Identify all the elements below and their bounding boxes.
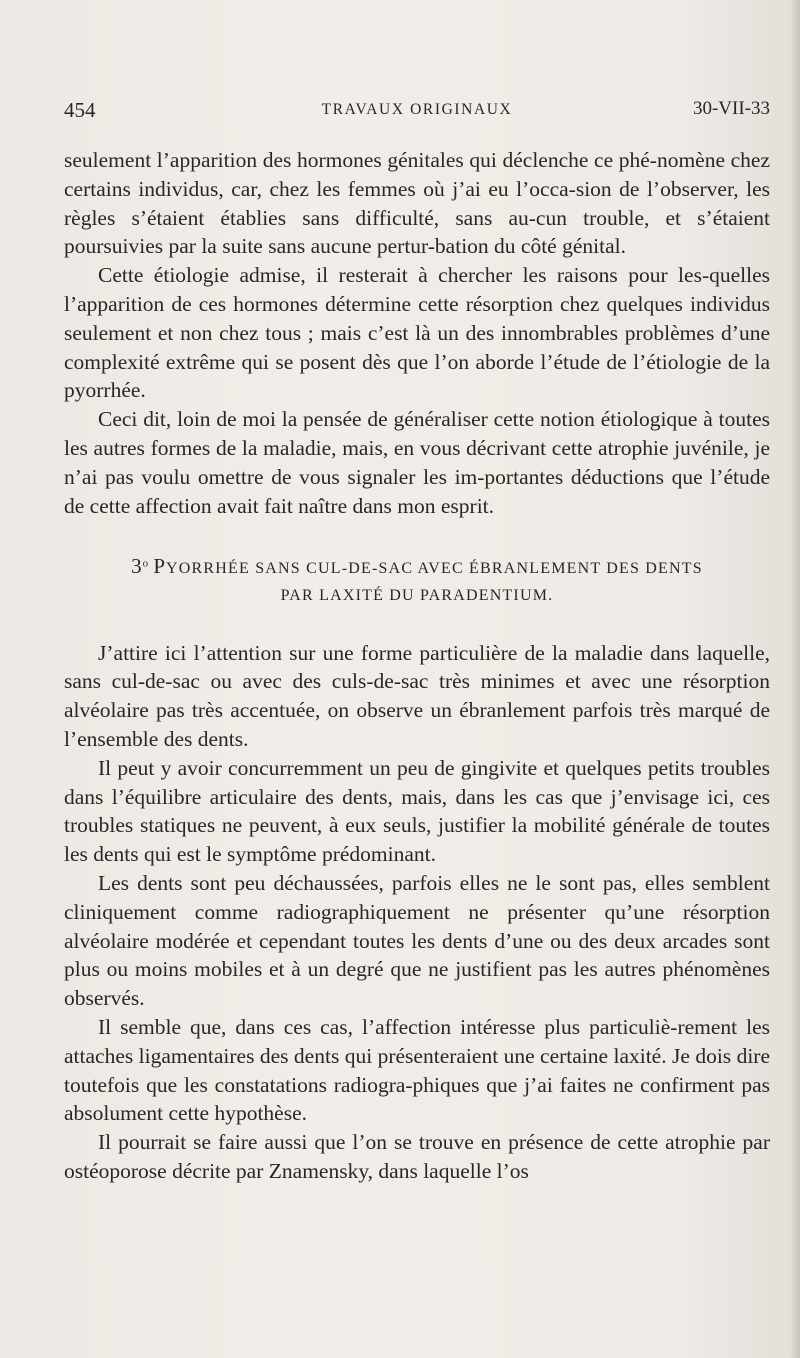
paragraph: J’attire ici l’attention sur une forme particulière de la maladie dans laquelle, sans cul-de-sac ou avec des culs-de-sac très minimes et avec une résorption alvéolaire pas très accentuée, on observe un ébranlement parfois très marqué de l’ensemble des dents. [64,640,770,752]
paragraph: Ceci dit, loin de moi la pensée de généraliser cette notion étiologique à toutes les autres formes de la maladie, mais, en vous décrivant cette atrophie juvénile, je n’ai pas voulu omettre de vous signaler les im-portantes déductions que l’étude de cette affection avait fait naître dans mon esprit. [64,407,770,518]
section-heading [64,550,770,608]
running-head [64,98,770,128]
section-ordinal-mark: o [142,557,149,570]
section-number: 3 [131,553,143,578]
section-title-line-1: YORRHÉE SANS CUL-DE-SAC AVEC ÉBRANLEMENT DES DENTS [166,559,703,577]
paragraph: Il pourrait se faire aussi que l’on se trouve en présence de cette atrophie par ostéoporose décrite par Znamensky, dans laquelle l’os [64,1130,770,1184]
header-date: 30-VII-33 [692,98,770,119]
paragraph: Il semble que, dans ces cas, l’affection intéresse plus particuliè-rement les attaches ligamentaires des dents qui présenteraient une certaine laxité. Je dois dire toutefois que les constatations radiogra-phiques que j’ai faites ne confirment pas absolument cette hypothèse. [64,1015,770,1126]
body-text [64,146,770,1186]
section-heading-line-1 [131,553,703,578]
paragraph: seulement l’apparition des hormones génitales qui déclenche ce phé-nomène chez certains individus, car, chez les femmes où j’ai eu l’occa-sion de l’observer, les règles s’étaient établies sans difficulté, sans au-cun trouble, et s’étaient poursuivies par la suite sans aucune pertur-bation du côté génital. [64,148,770,259]
section-title-line-2: PAR LAXITÉ DU PARADENTIUM. [280,586,554,604]
page-number: 454 [64,98,96,122]
running-title: TRAVAUX ORIGINAUX [321,101,513,118]
page-edge-shadow [790,0,800,1358]
section-initial: P [153,553,167,578]
paragraph: Il peut y avoir concurremment un peu de gingivite et quelques petits troubles dans l’équilibre articulaire des dents, mais, dans les cas que j’envisage ici, ces troubles statiques ne peuvent, à eux seuls, justifier la mobilité générale de toutes les dents qui est le symptôme prédominant. [64,755,770,867]
paragraph: Les dents sont peu déchaussées, parfois elles ne le sont pas, elles semblent cliniquement comme radiographiquement ne présenter qu’une résorption alvéolaire modérée et cependant toutes les dents d’une ou des deux arcades sont plus ou moins mobiles et à un degré que ne justifient pas les autres phénomènes observés. [64,871,770,1011]
paragraph: Cette étiologie admise, il resterait à chercher les raisons pour les-quelles l’apparition de ces hormones détermine cette résorption chez quelques individus seulement et non chez tous ; mais c’est là un des innombrables problèmes d’une complexité extrême qui se posent dès que l’on aborde l’étude de l’étiologie de la pyorrhée. [64,263,770,403]
